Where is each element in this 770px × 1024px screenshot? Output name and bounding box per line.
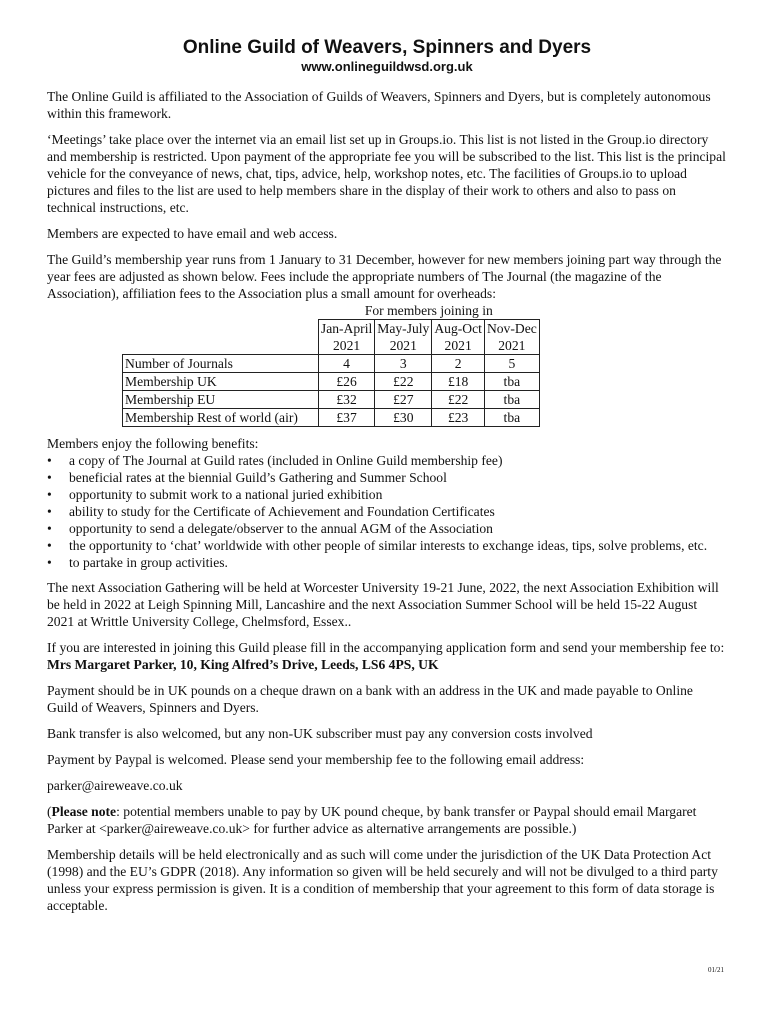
joining-paragraph: If you are interested in joining this Guild please fill in the accompanying application form and send your membership fee to: bbox=[47, 640, 725, 655]
table-cell: tba bbox=[484, 409, 539, 427]
period-year: 2021 bbox=[318, 337, 374, 355]
events-paragraph: The next Association Gathering will be held at Worcester University 19-21 June, 2022, the next Association Exhibition will be held in 2022 at Leigh Spinning Mill, Lancashire and the next Association Summer School will be held 15-22 August 2021 at Writtle University College, Chelmsford, Essex.. bbox=[47, 580, 719, 629]
row-label: Membership EU bbox=[123, 391, 319, 409]
note-open-paren: ( bbox=[47, 804, 52, 819]
list-item: • ability to study for the Certificate of Achievement and Foundation Certificates bbox=[47, 503, 727, 520]
document-page bbox=[47, 36, 727, 923]
period-name: May-July bbox=[375, 320, 432, 338]
benefits-list bbox=[47, 452, 727, 571]
table-cell: tba bbox=[484, 391, 539, 409]
payment-paypal-paragraph: Payment by Paypal is welcomed. Please send your membership fee to the following email address: bbox=[47, 752, 585, 767]
table-cell: £30 bbox=[375, 409, 432, 427]
postal-address: Mrs Margaret Parker, 10, King Alfred’s Drive, Leeds, LS6 4PS, UK bbox=[47, 657, 439, 672]
note-label: Please note bbox=[51, 804, 117, 819]
intro-paragraph-meetings: ‘Meetings’ take place over the internet via an email list set up in Groups.io. This list is not listed in the Group.io directory and membership is restricted. Upon payment of the appropriate fee you will be subscribed to the list. This list is the principal vehicle for the conveyance of news, chat, tips, advice, help, workshop notes, etc. The facilities of Groups.io to upload pictures and files to the list are used to help members share in the display of their work to others and also to pass on technical instructions, etc. bbox=[47, 132, 726, 215]
table-caption: For members joining in bbox=[364, 303, 493, 318]
fees-table bbox=[122, 302, 540, 427]
table-cell: 5 bbox=[484, 355, 539, 373]
list-item: • the opportunity to ‘chat’ worldwide with other people of similar interests to exchange ideas, tips, solve problems, etc. bbox=[47, 537, 727, 554]
note-text: : potential members unable to pay by UK pound cheque, by bank transfer or Paypal should email Margaret Parker at <parker@aireweave.co.uk> for further advice as alternative arrangements are possible.) bbox=[47, 804, 697, 836]
page-title: Online Guild of Weavers, Spinners and Dyers bbox=[182, 37, 592, 58]
table-cell: 2 bbox=[432, 355, 485, 373]
table-cell: 4 bbox=[318, 355, 374, 373]
table-caption-row bbox=[123, 302, 540, 320]
period-year: 2021 bbox=[484, 337, 539, 355]
list-item: • beneficial rates at the biennial Guild’s Gathering and Summer School bbox=[47, 469, 727, 486]
website-link[interactable]: www.onlineguildwsd.org.uk bbox=[301, 59, 473, 74]
paypal-email[interactable]: parker@aireweave.co.uk bbox=[47, 778, 183, 793]
period-name: Aug-Oct bbox=[432, 320, 485, 338]
period-year: 2021 bbox=[375, 337, 432, 355]
intro-paragraph-access: Members are expected to have email and web access. bbox=[47, 226, 338, 241]
table-header-row bbox=[123, 320, 540, 338]
table-row bbox=[123, 391, 540, 409]
table-cell: 3 bbox=[375, 355, 432, 373]
table-row bbox=[123, 409, 540, 427]
table-year-row bbox=[123, 337, 540, 355]
table-cell: £27 bbox=[375, 391, 432, 409]
data-protection-paragraph: Membership details will be held electronically and as such will come under the jurisdiction of the UK Data Protection Act (1998) and the EU’s GDPR (2018). Any information so given will be held securely and will not be divulged to a third party unless your express permission is given. It is a condition of membership that your agreement to this form of data storage is acceptable. bbox=[47, 847, 718, 913]
period-name: Jan-April bbox=[318, 320, 374, 338]
benefits-heading: Members enjoy the following benefits: bbox=[47, 436, 259, 451]
table-cell: £26 bbox=[318, 373, 374, 391]
payment-bank-paragraph: Bank transfer is also welcomed, but any non-UK subscriber must pay any conversion costs involved bbox=[47, 726, 593, 741]
row-label: Number of Journals bbox=[123, 355, 319, 373]
table-row bbox=[123, 373, 540, 391]
list-item: • opportunity to submit work to a national juried exhibition bbox=[47, 486, 727, 503]
footer-version: 01/21 bbox=[708, 966, 724, 974]
period-year: 2021 bbox=[432, 337, 485, 355]
table-cell: £23 bbox=[432, 409, 485, 427]
table-cell: £32 bbox=[318, 391, 374, 409]
table-cell: tba bbox=[484, 373, 539, 391]
list-item: • a copy of The Journal at Guild rates (included in Online Guild membership fee) bbox=[47, 452, 727, 469]
list-item: • to partake in group activities. bbox=[47, 554, 727, 571]
table-cell: £18 bbox=[432, 373, 485, 391]
list-item: • opportunity to send a delegate/observer to the annual AGM of the Association bbox=[47, 520, 727, 537]
intro-paragraph-fees: The Guild’s membership year runs from 1 January to 31 December, however for new members joining part way through the year fees are adjusted as shown below. Fees include the appropriate numbers of The Journal (the magazine of the Association), affiliation fees to the Association plus a small amount for overheads: bbox=[47, 252, 722, 301]
payment-cheque-paragraph: Payment should be in UK pounds on a cheque drawn on a bank with an address in the UK and made payable to Online Guild of Weavers, Spinners and Dyers. bbox=[47, 683, 693, 715]
note-paragraph bbox=[47, 803, 727, 837]
period-name: Nov-Dec bbox=[484, 320, 539, 338]
row-label: Membership Rest of world (air) bbox=[123, 409, 319, 427]
table-cell: £22 bbox=[432, 391, 485, 409]
row-label: Membership UK bbox=[123, 373, 319, 391]
table-row bbox=[123, 355, 540, 373]
intro-paragraph-affiliation: The Online Guild is affiliated to the Association of Guilds of Weavers, Spinners and Dyers, but is completely autonomous within this framework. bbox=[47, 89, 711, 121]
table-cell: £37 bbox=[318, 409, 374, 427]
table-cell: £22 bbox=[375, 373, 432, 391]
